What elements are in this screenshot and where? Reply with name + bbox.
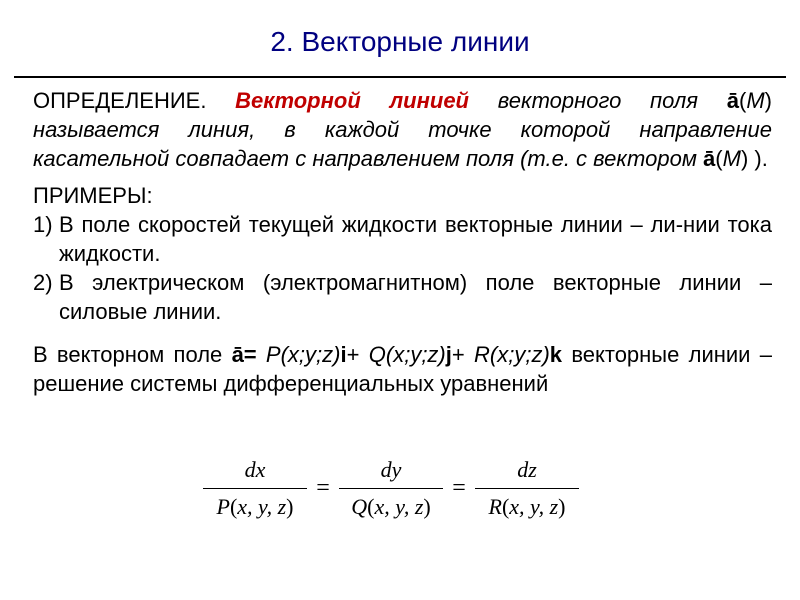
right-paren: ) (286, 493, 294, 519)
unit-j: j (445, 342, 452, 367)
system-paragraph (33, 340, 772, 398)
unit-k: k (549, 342, 563, 367)
right-paren: ) (558, 493, 566, 519)
definition-text-1: векторного поля (497, 88, 699, 113)
fraction-dy (336, 455, 446, 522)
args-r: (x;y;z) (489, 342, 550, 367)
title-divider (14, 76, 786, 78)
left-paren: ( (229, 493, 238, 519)
function-args: x, y, z (237, 493, 287, 519)
definition-term: Векторной линией (235, 88, 469, 113)
component-q: Q (368, 342, 386, 367)
function-name: Q (351, 493, 368, 519)
right-paren: ) (423, 493, 431, 519)
args-q: (x;y;z) (385, 342, 446, 367)
paren-open-2: ( (715, 146, 723, 171)
equals-sign: = (316, 474, 330, 501)
function-args: x, y, z (509, 493, 559, 519)
unit-i: i (340, 342, 347, 367)
numerator: dz (517, 456, 537, 482)
component-r: R (474, 342, 490, 367)
plus-2: + (451, 342, 465, 367)
point-m-2: M (722, 146, 741, 171)
differential-equation-system (200, 450, 582, 526)
system-text-2: векторные линии – решение системы дифференциальных уравнений (33, 342, 772, 396)
function-name: R (488, 493, 502, 519)
examples-heading: ПРИМЕРЫ: (33, 183, 153, 208)
numerator: dy (380, 456, 402, 482)
point-m: M (746, 88, 765, 113)
denominator (351, 489, 430, 522)
definition-paragraph (33, 86, 772, 173)
vector-symbol-a-2: ā (703, 146, 716, 171)
left-paren: ( (367, 493, 375, 519)
example-number: 1) (33, 212, 53, 237)
example-text: В поле скоростей текущей жидкости векторные линии – ли-нии тока жидкости. (59, 212, 772, 266)
slide-title: 2. Векторные линии (270, 26, 530, 57)
vector-symbol-a: ā (726, 88, 740, 113)
function-name: P (216, 493, 230, 519)
denominator (217, 489, 294, 522)
definition-label: ОПРЕДЕЛЕНИЕ. (33, 88, 207, 113)
definition-text-2: называется линия, в каждой точке которой направление касательной совпадает с направлением поля (т.е. с вектором (33, 117, 772, 171)
component-p: P (265, 342, 281, 367)
equals-sign: = (452, 474, 466, 501)
example-item (33, 210, 772, 268)
definition-end: ) ). (740, 146, 768, 171)
example-number: 2) (33, 270, 53, 295)
system-text-1: В векторном поле (33, 342, 223, 367)
fraction-dz (472, 455, 582, 522)
plus-1: + (346, 342, 360, 367)
fraction-dx (200, 455, 310, 522)
args-p: (x;y;z) (280, 342, 341, 367)
paren-open: ( (739, 88, 747, 113)
vector-equals: ā= (231, 342, 257, 367)
denominator (489, 489, 566, 522)
left-paren: ( (501, 493, 510, 519)
example-text: В электрическом (электромагнитном) поле векторные линии – силовые линии. (59, 270, 772, 324)
numerator: dx (244, 456, 266, 482)
paren-close: ) (764, 88, 772, 113)
slide-content (33, 86, 772, 398)
example-item (33, 268, 772, 326)
function-args: x, y, z (374, 493, 424, 519)
